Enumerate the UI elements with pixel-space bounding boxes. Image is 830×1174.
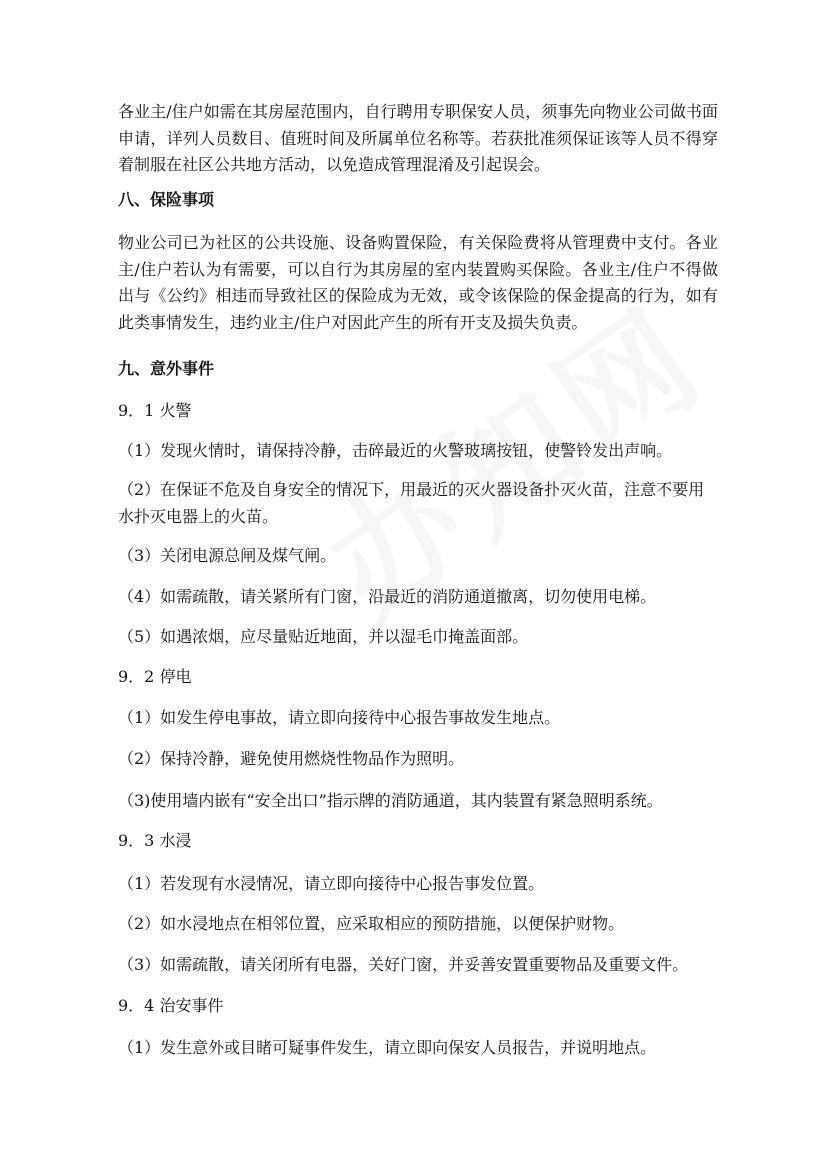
section-9-heading: 九、意外事件 bbox=[118, 359, 215, 378]
list-item: （4）如需疏散，请关紧所有门窗，沿最近的消防通道撤离，切勿使用电梯。 bbox=[118, 587, 657, 606]
subsection-title-power: 9．2 停电 bbox=[118, 667, 192, 686]
section-8-paragraph: 物业公司已为社区的公共设施、设备购置保险，有关保险费将从管理费中支付。各业主/住户若认为有需要，可以自行为其房屋的室内装置购买保险。各业主/住户不得做出与《公约》相违而导致社区的保险成为无效，或令该保险的保金提高的行为，如有此类事情发生，违约业主/住户对因此产生的所有开支及损失负责。 bbox=[118, 233, 718, 332]
list-item: （2）保持冷静，避免使用燃烧性物品作为照明。 bbox=[118, 749, 465, 768]
list-item: （3)使用墙内嵌有“安全出口”指示牌的消防通道，其内装置有紧急照明系统。 bbox=[118, 791, 663, 810]
intro-paragraph: 各业主/住户如需在其房屋范围内，自行聘用专职保安人员，须事先向物业公司做书面申请，详列人员数目、值班时间及所属单位名称等。若获批准须保证该等人员不得穿着制服在社区公共地方活动，以免造成管理混淆及引起误会。 bbox=[118, 102, 718, 174]
list-item: （3）如需疏散，请关闭所有电器，关好门窗，并妥善安置重要物品及重要文件。 bbox=[118, 955, 689, 974]
list-item: （5）如遇浓烟，应尽量贴近地面，并以湿毛巾掩盖面部。 bbox=[118, 627, 529, 646]
subsection-title-flood: 9．3 水浸 bbox=[118, 831, 192, 850]
intro-paragraph-block bbox=[118, 99, 718, 179]
list-item: （1）发生意外或目睹可疑事件发生，请立即向保安人员报告，并说明地点。 bbox=[118, 1038, 657, 1057]
list-item: （1）如发生停电事故，请立即向接待中心报告事故发生地点。 bbox=[118, 708, 561, 727]
list-item: （2）如水浸地点在相邻位置，应采取相应的预防措施，以便保护财物。 bbox=[118, 914, 625, 933]
section-8-paragraph-block bbox=[118, 230, 718, 336]
subsection-title-security: 9．4 治安事件 bbox=[118, 996, 224, 1015]
section-8-heading: 八、保险事项 bbox=[118, 190, 215, 209]
list-item: （3）关闭电源总闸及煤气闸。 bbox=[118, 546, 337, 565]
list-item: （2）在保证不危及自身安全的情况下，用最近的灭火器设备扑灭火苗，注意不要用水扑灭电器上的火苗。 bbox=[118, 480, 705, 526]
list-item: （1）若发现有水浸情况，请立即向接待中心报告事发位置。 bbox=[118, 874, 545, 893]
subsection-title-fire: 9．1 火警 bbox=[118, 401, 192, 420]
list-item: （1）发现火情时，请保持冷静，击碎最近的火警玻璃按钮，使警铃发出声响。 bbox=[118, 441, 673, 460]
